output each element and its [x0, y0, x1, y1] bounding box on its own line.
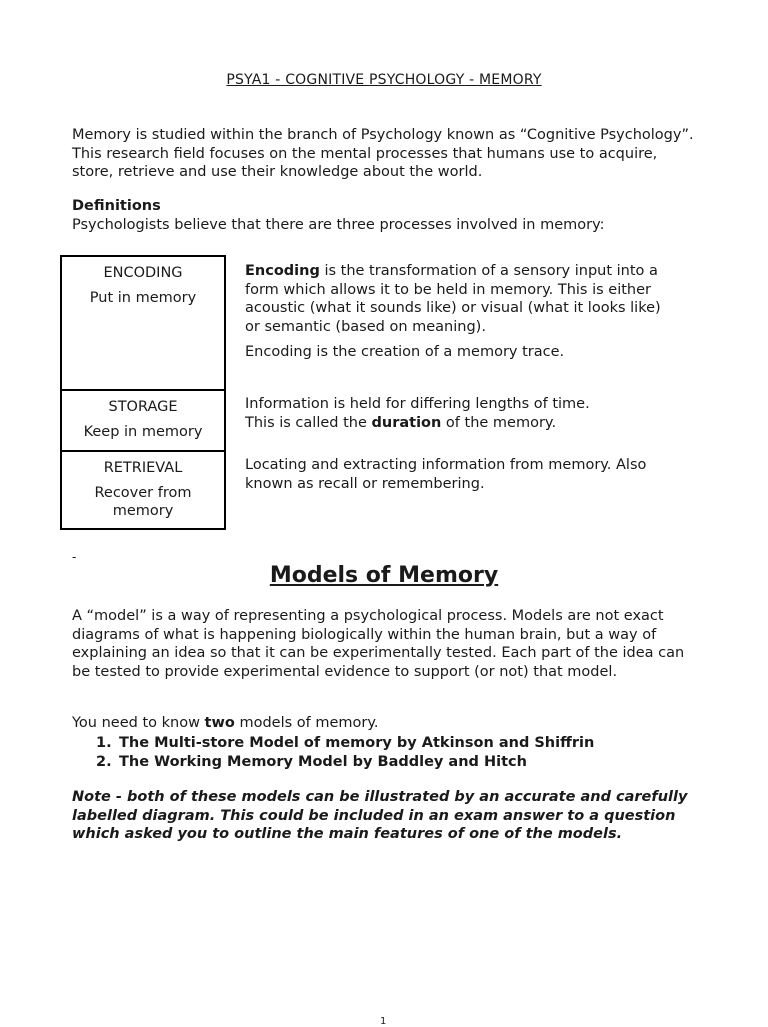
- process-subtitle-retrieval: Recover from memory: [94, 484, 192, 519]
- definitions-intro: Psychologists believe that there are three processes involved in memory:: [72, 217, 605, 233]
- process-subtitle-storage: Keep in memory: [83, 423, 203, 440]
- storage-line-1: Information is held for differing lengths of time.: [245, 396, 590, 412]
- storage-line-2: This is called the duration of the memory.: [245, 414, 557, 431]
- process-name-retrieval: RETRIEVAL: [103, 460, 183, 476]
- encoding-term: Encoding: [245, 263, 320, 279]
- duration-term: duration: [371, 414, 442, 431]
- process-name-encoding: ENCODING: [103, 265, 183, 281]
- process-description-retrieval: Locating and extracting information from memory. Also known as recall or remembering.: [245, 457, 647, 492]
- process-subtitle-encoding: Put in memory: [89, 289, 197, 306]
- list-item: 2. The Working Memory Model by Baddley and Hitch: [96, 753, 527, 770]
- document-title: PSYA1 - COGNITIVE PSYCHOLOGY - MEMORY: [226, 72, 542, 88]
- two-emphasis: two: [204, 715, 235, 731]
- process-box-retrieval: [62, 450, 224, 528]
- intro-paragraph: Memory is studied within the branch of Psychology known as “Cognitive Psychology”. This research field focuses on the mental processes that humans use to acquire, store, retrieve and use their knowledge about the world.: [72, 127, 694, 180]
- process-box-storage: [62, 389, 224, 450]
- list-item: 1. The Multi-store Model of memory by Atkinson and Shiffrin: [96, 735, 595, 751]
- memory-process-table: [60, 255, 226, 530]
- page-number: 1: [380, 1016, 387, 1027]
- encoding-trace-note: Encoding is the creation of a memory trace.: [245, 344, 565, 360]
- models-requirement: You need to know two models of memory.: [72, 715, 379, 731]
- process-box-encoding: [62, 257, 224, 389]
- models-list: [96, 734, 594, 771]
- encoding-definition: is the transformation of a sensory input into a form which allows it to be held in memory. This is either acoustic (what it sounds like) or visual (what it looks like) or semantic (based on meaning).: [245, 263, 661, 335]
- exam-note: Note - both of these models can be illustrated by an accurate and carefully labelled diagram. This could be included in an exam answer to a question which asked you to outline the main features of one of the models.: [72, 789, 688, 842]
- separator-mark: -: [72, 550, 77, 564]
- models-paragraph: A “model” is a way of representing a psychological process. Models are not exact diagrams of what is happening biologically within the human brain, but a way of explaining an idea so that it can be experimentally tested. Each part of the idea can be tested to provide experimental evidence to support (or not) that model.: [72, 608, 685, 680]
- process-description-storage: [245, 395, 665, 432]
- definitions-heading: Definitions: [72, 198, 161, 214]
- models-heading: Models of Memory: [269, 563, 499, 588]
- process-name-storage: STORAGE: [108, 399, 178, 415]
- process-description-encoding: [245, 262, 665, 369]
